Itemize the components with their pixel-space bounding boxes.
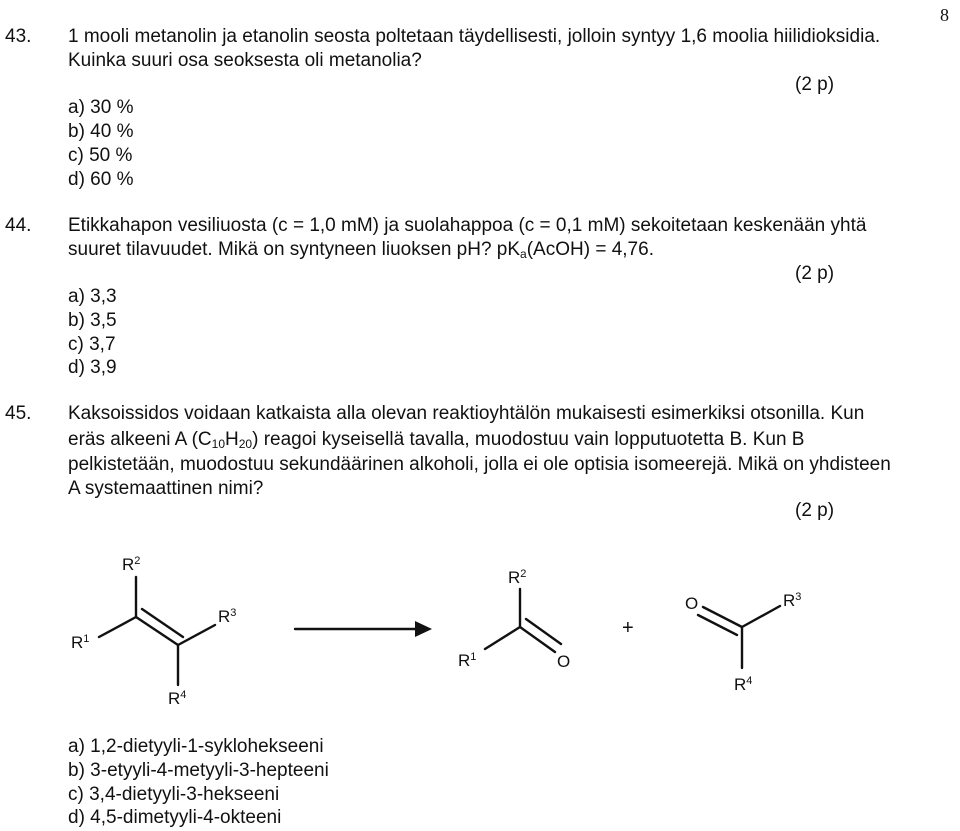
reaction-arrow-head	[415, 621, 432, 637]
product2-co-bond	[703, 607, 742, 627]
substituent-label-r3: $R^3$	[783, 591, 802, 610]
product1-co-bond	[520, 627, 555, 652]
question-text-line: suuret tilavuudet. Mikä on syntyneen liuoksen pH? $pK_a(AcOH) = 4,76$.	[68, 239, 654, 261]
question-text-line: Etikkahapon vesiliuosta (c = 1,0 mM) ja suolahappoa (c = 0,1 mM) sekoitetaan keskenään yhtä	[68, 215, 867, 236]
answer-option-c: c) 50 %	[68, 145, 133, 166]
oxygen-label: O	[685, 594, 699, 613]
answer-option-b: b) 3,5	[68, 310, 117, 331]
points-label: (2 p)	[795, 500, 835, 521]
answer-option-c: c) 3,7	[68, 334, 116, 355]
question-number: 45.	[5, 403, 32, 424]
ozonolysis-reaction-diagram	[0, 540, 960, 720]
answer-option-a: a) 1,2-dietyyli-1-syklohekseeni	[68, 736, 324, 757]
answer-option-a: a) 30 %	[68, 97, 134, 118]
alkene-double-bond-second-line	[142, 609, 183, 637]
question-text-line: Kaksoissidos voidaan katkaista alla olevan reaktioyhtälön mukaisesti esimerkiksi otsonilla. Kun	[68, 403, 865, 424]
alkene-double-bond	[136, 617, 178, 645]
page-number: 8	[940, 5, 949, 25]
answer-option-d: d) 4,5-dimetyyli-4-okteeni	[68, 807, 282, 828]
substituent-label-r2: $R^2$	[508, 568, 527, 587]
product2-bond-r3	[742, 606, 780, 627]
product1-co-bond-second-line	[526, 619, 561, 644]
answer-option-d: d) 3,9	[68, 357, 117, 378]
question-text-line: pelkistetään, muodostuu sekundäärinen alkoholi, jolla ei ole optisia isomeerejä. Mikä on yhdisteen	[68, 454, 891, 475]
answer-option-a: a) 3,3	[68, 286, 117, 307]
plus-sign: +	[622, 617, 634, 639]
substituent-label-r3: $R^3$	[218, 607, 237, 626]
answer-option-d: d) 60 %	[68, 169, 134, 190]
question-text-line: A systemaattinen nimi?	[68, 478, 264, 499]
alkene-bond-r3	[178, 625, 215, 645]
question-text-line: eräs alkeeni A $(C_{10}H_{20})$ reagoi kyseisellä tavalla, muodostuu vain lopputuotetta B. Kun B	[68, 429, 805, 451]
answer-option-b: b) 3-etyyli-4-metyyli-3-hepteeni	[68, 760, 329, 781]
points-label: (2 p)	[795, 74, 835, 95]
substituent-label-r4: $R^4$	[734, 675, 753, 694]
question-text-line: 1 mooli metanolin ja etanolin seosta poltetaan täydellisesti, jolloin syntyy 1,6 moolia hiilidioksidia.	[68, 26, 881, 47]
question-text-line: Kuinka suuri osa seoksesta oli metanolia?	[68, 50, 422, 71]
product2-co-bond-second-line	[698, 615, 737, 635]
product1-bond-r1	[485, 627, 520, 649]
points-label: (2 p)	[795, 263, 835, 284]
question-number: 44.	[5, 215, 32, 236]
substituent-label-r1: $R^1$	[458, 651, 477, 670]
alkene-bond-r1	[99, 617, 136, 637]
oxygen-label: O	[557, 652, 571, 671]
substituent-label-r1: $R^1$	[71, 633, 90, 652]
answer-option-b: b) 40 %	[68, 121, 134, 142]
substituent-label-r2: $R^2$	[122, 555, 141, 574]
question-number: 43.	[5, 26, 32, 47]
answer-option-c: c) 3,4-dietyyli-3-hekseeni	[68, 784, 280, 805]
substituent-label-r4: $R^4$	[168, 689, 187, 708]
